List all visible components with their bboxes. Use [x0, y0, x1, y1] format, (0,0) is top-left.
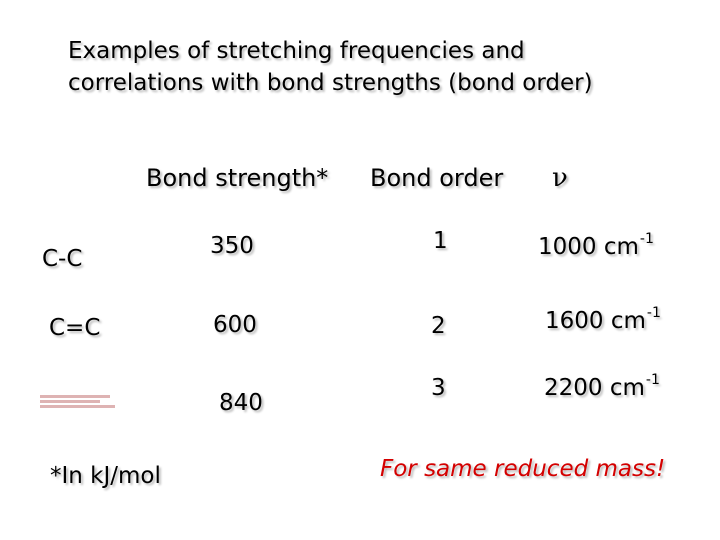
row-2-strength: 600: [213, 312, 257, 338]
row-3-bond-image: [40, 395, 120, 413]
row-3-frequency-exponent: -1: [645, 372, 660, 388]
row-1-frequency-exponent: -1: [639, 231, 654, 247]
row-1-strength: 350: [210, 233, 254, 259]
row-2-frequency-value: 1600 cm: [545, 308, 646, 334]
row-1-frequency: [538, 231, 654, 260]
row-2-bond: C=C: [49, 315, 101, 341]
row-1-frequency-value: 1000 cm: [538, 234, 639, 260]
row-3-strength: 840: [219, 390, 263, 416]
row-3-frequency-value: 2200 cm: [544, 375, 645, 401]
title-line-2: correlations with bond strengths (bond order): [68, 70, 593, 96]
row-1-order: 1: [433, 228, 448, 254]
header-bond-order: Bond order: [370, 164, 504, 192]
row-2-frequency-exponent: -1: [646, 305, 661, 321]
title-line-1: Examples of stretching frequencies and: [68, 38, 525, 64]
row-1-bond: C-C: [42, 246, 83, 272]
row-2-order: 2: [431, 313, 446, 339]
reduced-mass-note: For same reduced mass!: [380, 456, 666, 482]
page-title: [68, 35, 593, 99]
row-3-order: 3: [431, 375, 446, 401]
row-3-frequency: [544, 372, 660, 401]
units-footnote: *In kJ/mol: [50, 463, 161, 489]
header-frequency-nu: ν: [552, 163, 568, 193]
header-bond-strength: Bond strength*: [146, 164, 329, 192]
row-2-frequency: [545, 305, 661, 334]
